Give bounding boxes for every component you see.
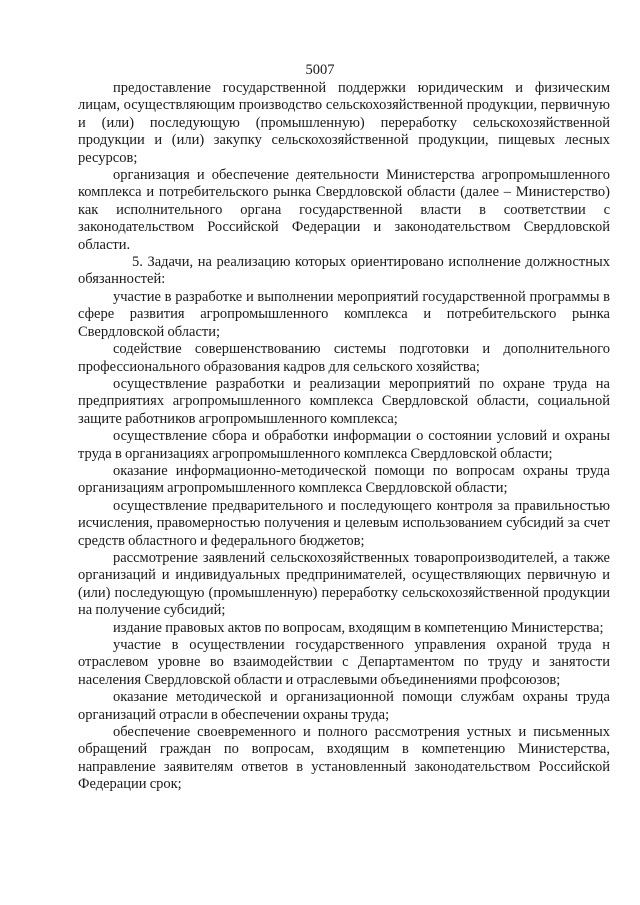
paragraph-task: участие в осуществлении государственного управления охраной труда н отраслевом уровне во взаимодействии с Департаментом по труду и занятости населения Свердловской области и отраслевыми объединениями профсоюзов; <box>78 637 610 688</box>
paragraph-tasks-heading: 5. Задачи, на реализацию которых ориентировано исполнение должностных обязанностей: <box>78 254 610 288</box>
paragraph-task: участие в разработке и выполнении мероприятий государственной программы в сфере развития агропромышленного комплекса и потребительского рынка Свердловской области; <box>78 288 610 340</box>
paragraph-task: осуществление предварительного и последующего контроля за правильностью исчисления, правомерностью получения и целевым использованием субсидий за счет средств областного и федерального бюджетов; <box>78 497 610 549</box>
document-body <box>78 80 610 794</box>
paragraph-task: издание правовых актов по вопросам, входящим в компетенцию Министерства; <box>113 619 604 636</box>
paragraph-organization: организация и обеспечение деятельности Министерства агропромышленного комплекса и потребительского рынка Свердловской области (далее – Министерство) как исполнительного органа государственной власти в соответствии с законодательством Российской Федерации и законодательством Свердловской области. <box>78 167 610 253</box>
paragraph-task: обеспечение своевременного и полного рассмотрения устных и письменных обращений граждан по вопросам, входящим в компетенцию Министерства, направление заявителям ответов в установленный законодательством Российской Федерации срок; <box>78 724 610 793</box>
paragraph-task: оказание методической и организационной помощи службам охраны труда организаций отрасли в обеспечении охраны труда; <box>78 689 610 723</box>
paragraph-task: оказание информационно-методической помощи по вопросам охраны труда организациям агропромышленного комплекса Свердловской области; <box>78 462 610 497</box>
paragraph-task: осуществление сбора и обработки информации о состоянии условий и охраны труда в организациях агропромышленного комплекса Свердловской области; <box>78 428 610 462</box>
page-number: 5007 <box>305 62 335 78</box>
paragraph-task: осуществление разработки и реализации мероприятий по охране труда на предприятиях агропромышленного комплекса Свердловской области, социальной защите работников агропромышленного комплекса; <box>78 375 610 427</box>
paragraph-task: содействие совершенствованию системы подготовки и дополнительного профессионального образования кадров для сельского хозяйства; <box>78 341 610 375</box>
paragraph-task: рассмотрение заявлений сельскохозяйственных товаропроизводителей, а также организаций и индивидуальных предпринимателей, осуществляющих первичную и (или) последующую (промышленную) переработку сельскохозяйственной продукции на получение субсидий; <box>78 549 610 619</box>
paragraph-support: предоставление государственной поддержки юридическим и физическим лицам, осуществляющим производство сельскохозяйственной продукции, первичную и (или) последующую (промышленную) переработку сельскохозяйственной продукции и (или) закупку сельскохозяйственной продукции, пищевых лесных ресурсов; <box>78 80 610 166</box>
